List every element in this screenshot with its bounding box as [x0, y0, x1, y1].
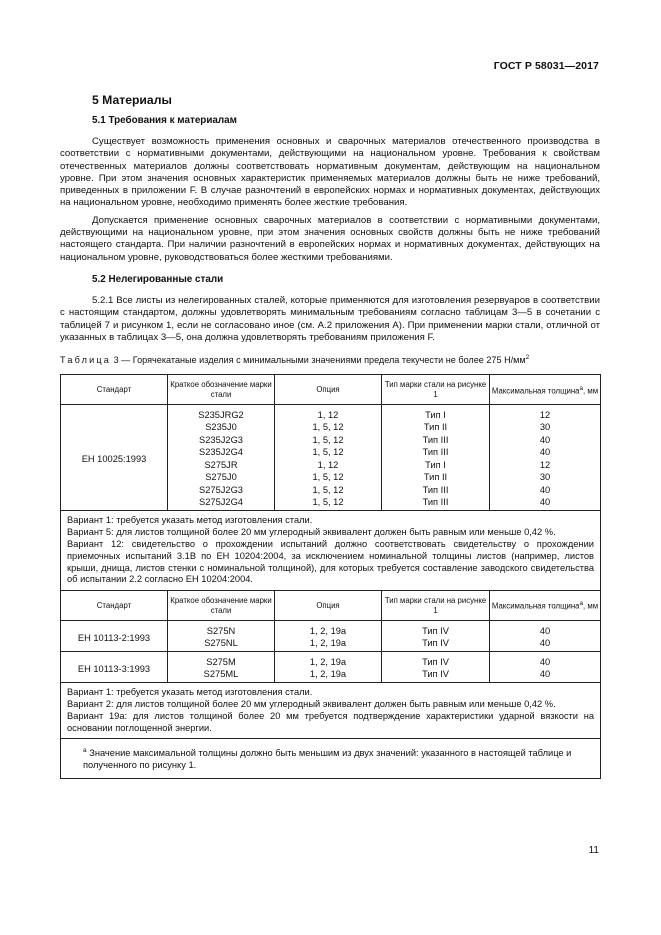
grade-cell: S275N — [168, 621, 275, 637]
option-cell: 1, 5, 12 — [275, 471, 382, 484]
option-cell: 1, 2, 19a — [275, 621, 382, 637]
group3-body — [61, 652, 601, 683]
note-line: Вариант 12: свидетельство о прохождении испытаний должно соответствовать свидетельству о прохождении приемочных испытаний 3.1В по EH 10204:2004, за исключением номинальной толщины листов (например, листов крыши, днища, листов стенки с номинальной толщиной), для которых требуется составление заводского свидетельства об испытании 2.2 согласно EH 10204:2004. — [67, 539, 594, 585]
note-line: Вариант 2: для листов толщиной более 20 мм углеродный эквивалент должен быть равным или меньше 0,42 %. — [67, 699, 556, 710]
note-line: Вариант 19a: для листов толщиной более 20 мм требуется подтверждение характеристики ударной вязкости на основании поглощенной энергии. — [67, 710, 594, 733]
type-cell: Тип II — [382, 471, 490, 484]
section-title: 5 Материалы — [92, 93, 172, 107]
type-cell: Тип IV — [382, 637, 490, 652]
thickness-cell: 40 — [490, 621, 601, 637]
notes-cell — [61, 683, 601, 739]
grade-cell: S235J2G4 — [168, 446, 275, 459]
paragraph-5-2-1: 5.2.1 Все листы из нелегированных сталей, которые применяются для изготовления резервуаров в соответствии с настоящим стандартом, должны удовлетворять минимальным требованиям согласно таблицам 3—5 в сочетании с таблицей 7 и рисунком 1, если не согласовано иное (см. А.2 приложения А). При применении марки стали, отличной от указанных в таблицах 3—5, она должна удовлетворять требованиям приложения F. — [60, 294, 600, 343]
type-cell: Тип III — [382, 446, 490, 459]
grade-cell: S275JR — [168, 458, 275, 471]
notes-row — [61, 683, 601, 739]
type-cell: Тип III — [382, 433, 490, 446]
header-thickness: Максимальная толщина$^а$, мм — [490, 591, 601, 621]
group2-body — [61, 621, 601, 652]
option-cell: 1, 5, 12 — [275, 433, 382, 446]
thickness-cell: 40 — [490, 668, 601, 683]
standard-cell: ЕН 10113-2:1993 — [61, 621, 168, 652]
note-line: Вариант 1: требуется указать метод изготовления стали. — [67, 515, 313, 526]
footnote-cell — [61, 739, 601, 779]
header-standard: Стандарт — [61, 591, 168, 621]
subsection-title-5-2: 5.2 Нелегированные стали — [92, 273, 224, 285]
type-cell: Тип III — [382, 483, 490, 496]
document-code: ГОСТ Р 58031—2017 — [493, 60, 599, 72]
type-cell: Тип IV — [382, 652, 490, 668]
page-number: 11 — [588, 845, 599, 856]
grade-cell: S275J2G3 — [168, 483, 275, 496]
option-cell: 1, 5, 12 — [275, 496, 382, 511]
note-line: Вариант 5: для листов толщиной более 20 мм углеродный эквивалент должен быть равным или меньше 0,42 %. — [67, 527, 556, 538]
grade-cell: S275NL — [168, 637, 275, 652]
page-content — [60, 93, 600, 779]
table-row — [61, 405, 601, 421]
table-row — [61, 652, 601, 668]
thickness-cell: 40 — [490, 637, 601, 652]
repeat-header-body — [61, 591, 601, 621]
notes-row — [61, 511, 601, 591]
type-cell: Тип IV — [382, 668, 490, 683]
header-option: Опция — [275, 591, 382, 621]
standard-cell: ЕН 10113-3:1993 — [61, 652, 168, 683]
note-line: Вариант 1: требуется указать метод изготовления стали. — [67, 687, 313, 698]
table-caption-label: Таблица — [60, 355, 112, 366]
group3-notes — [61, 683, 601, 779]
table-caption-text: 3 — Горячекатаные изделия с минимальными значениями предела текучести не более 275 Н/мм — [113, 355, 526, 366]
header-option: Опция — [275, 375, 382, 405]
grade-cell: S235J0 — [168, 421, 275, 434]
option-cell: 1, 2, 19a — [275, 637, 382, 652]
thickness-cell: 40 — [490, 652, 601, 668]
group1-notes — [61, 511, 601, 591]
table-header-row-repeat — [61, 591, 601, 621]
thickness-cell: 30 — [490, 471, 601, 484]
grade-cell: S275ML — [168, 668, 275, 683]
grade-cell: S235J2G3 — [168, 433, 275, 446]
table-header-row — [61, 375, 601, 405]
thickness-cell: 12 — [490, 458, 601, 471]
table-3 — [60, 374, 601, 779]
header-thickness: Максимальная толщина$^а$, мм — [490, 375, 601, 405]
thickness-cell: 30 — [490, 421, 601, 434]
header-grade: Краткое обозначение марки стали — [168, 591, 275, 621]
option-cell: 1, 2, 19a — [275, 652, 382, 668]
type-cell: Тип II — [382, 421, 490, 434]
thickness-cell: 40 — [490, 446, 601, 459]
thickness-cell: 12 — [490, 405, 601, 421]
grade-cell: S235JRG2 — [168, 405, 275, 421]
group1-body — [61, 405, 601, 511]
header-type: Тип марки стали на рисунке 1 — [382, 591, 490, 621]
grade-cell: S275J0 — [168, 471, 275, 484]
table-caption — [60, 352, 600, 366]
table-row — [61, 621, 601, 637]
grade-cell: S275J2G4 — [168, 496, 275, 511]
paragraph-5-1-2: Допускается применение основных сварочных материалов в соответствии с нормативными документами, действующими на национальном уровне, при этом значения основных свойств должны быть не ниже требований настоящего стандарта. При наличии разночтений в европейских нормах и нормативных документах, действующих на национальном уровне, руководствоваться более жесткими требованиями. — [60, 214, 600, 263]
option-cell: 1, 12 — [275, 405, 382, 421]
footnote-mark: а — [83, 747, 87, 755]
type-cell: Тип III — [382, 496, 490, 511]
subsection-title-5-1: 5.1 Требования к материалам — [92, 115, 237, 126]
standard-cell: ЕН 10025:1993 — [61, 405, 168, 511]
header-type: Тип марки стали на рисунке 1 — [382, 375, 490, 405]
option-cell: 1, 2, 19a — [275, 668, 382, 683]
grade-cell: S275M — [168, 652, 275, 668]
option-cell: 1, 5, 12 — [275, 446, 382, 459]
option-cell: 1, 12 — [275, 458, 382, 471]
footnote-text: Значение максимальной толщины должно быть меньшим из двух значений: указанного в настоящей таблице и полученного по рисунку 1. — [83, 748, 572, 771]
thickness-cell: 40 — [490, 496, 601, 511]
thickness-cell: 40 — [490, 483, 601, 496]
thickness-cell: 40 — [490, 433, 601, 446]
type-cell: Тип I — [382, 405, 490, 421]
notes-cell — [61, 511, 601, 591]
footnote-row — [61, 739, 601, 779]
option-cell: 1, 5, 12 — [275, 421, 382, 434]
table-caption-sup: 2 — [525, 354, 530, 362]
header-standard: Стандарт — [61, 375, 168, 405]
type-cell: Тип I — [382, 458, 490, 471]
paragraph-5-1-1: Существует возможность применения основных и сварочных материалов отечественного производства в соответствии с нормативными документами, действующими на национальном уровне. Требования к свойствам отечественных материалов должны соответствовать нормативным документам, действующим на национальном уровне. При этом значения основных характеристик применяемых материалов должны быть не ниже требований, приведенных в приложении F. В случае разночтений в европейских нормах и нормативных документах, действующих на национальном уровне, необходимо применять более жесткие требования. — [60, 136, 600, 209]
option-cell: 1, 5, 12 — [275, 483, 382, 496]
type-cell: Тип IV — [382, 621, 490, 637]
header-grade: Краткое обозначение марки стали — [168, 375, 275, 405]
